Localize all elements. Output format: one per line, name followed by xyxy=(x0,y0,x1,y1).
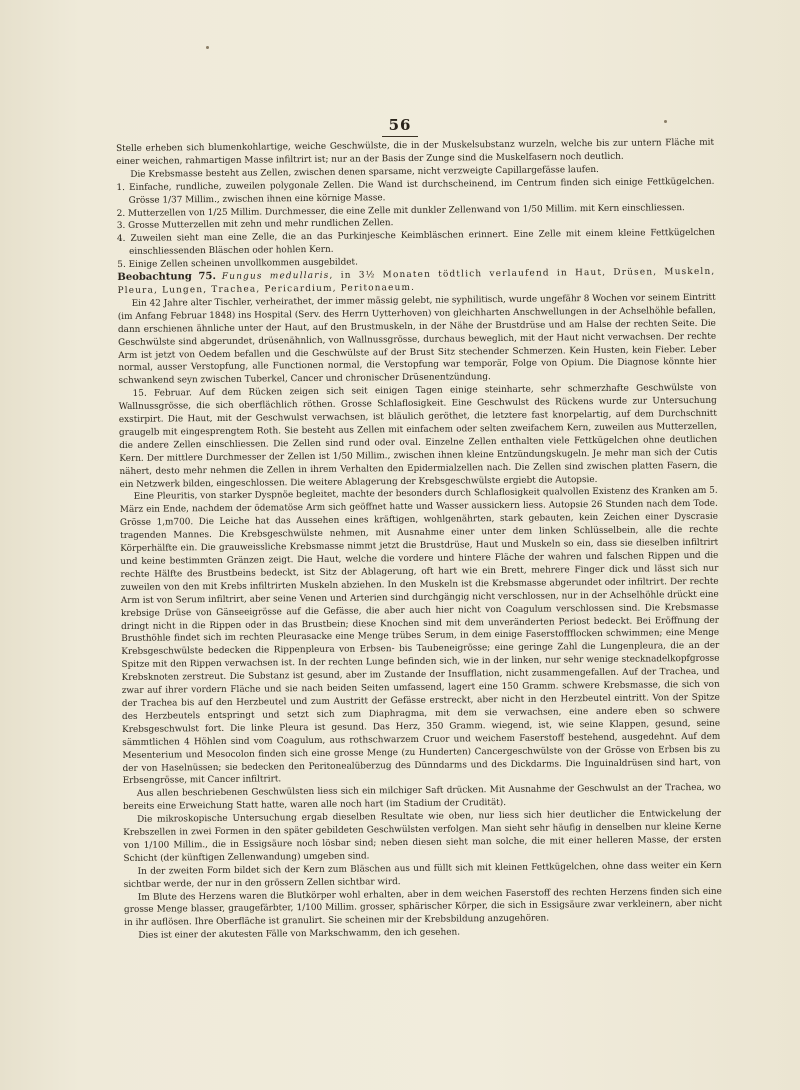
paper-speck xyxy=(664,120,667,123)
paragraph-microscopy: Die mikroskopische Untersuchung ergab dieselben Resultate wie oben, nur liess sich hier deutlicher die Entwickelung der Krebszellen in zwei Formen in den später gebildeten Geschwülsten verfolgen. Man sieht sehr häufig in denselben nur kleine Kerne von 1/100 Millim., die in Essigsäure noch lösbar sind; neben diesen sieht man solche, die mit einer helleren Masse, der ersten Schicht (der künftigen Zellenwandung) umgeben sind. xyxy=(123,808,722,864)
list-item-5: 5. Einige Zellen scheinen unvollkommen ausgebildet. xyxy=(117,257,358,271)
page-body xyxy=(116,137,722,943)
observation-label: Beobachtung 75. xyxy=(117,271,216,284)
observation-subtitle: , in 3½ Monaten tödtlich verlaufend in Haut, Drüsen, Muskeln, Pleura, Lungen, Trachea, Pericardium, Peritonaeum. xyxy=(117,266,716,296)
list-item-4: 4. Zuweilen sieht man eine Zelle, die an das Purkinjesche Keimbläschen erinnert. Eine Zelle mit einem kleine Fettkügelchen einschliessenden Bläschen oder hohlen Kern. xyxy=(116,228,716,258)
paragraph-cells-intro: Die Krebsmasse besteht aus Zellen, zwischen denen sparsame, nicht verzweigte Capillargefässe laufen. xyxy=(130,164,599,180)
paragraph-patient-history: Ein 42 Jahre alter Tischler, verheirathet, der immer mässig gelebt, nie syphilitisch, wurde ungefähr 8 Wochen vor seinem Eintritt (im Anfang Februar 1848) ins Hospital (Serv. des Herrn Uytterhoven) von gleichharten Anschwellungen in der Achselhöhle befallen, dann erschienen ähnliche unter der Haut, auf den Brustmuskeln, in der Nähe der Brustdrüse und am Halse der rechten Seite. Die Geschwülste sind abgerundet, drüsenähnlich, von Wallnussgrösse, durchaus beweglich, mit der Haut nicht verwachsen. Der rechte Arm ist jetzt von Oedem befallen und die Geschwülste auf der Brust Sitz stechender Schmerzen. Kein Husten, kein Fieber. Leber normal, ausser Verstopfung, alle Functionen normal, die Verstopfung war temporär, Folge von Opium. Die Diagnose könnte hier schwankend seyn zwischen Tuberkel, Cancer und chronischer Drüsenentzündung. xyxy=(117,292,717,387)
paragraph-blood: Im Blute des Herzens waren die Blutkörper wohl erhalten, aber in dem weichen Faserstoff des rechten Herzens finden sich eine grosse Menge blasser, graugefärbter, 1/100 Millim. grosser, sphärischer Körper, die sich in Essigsäure zwar verkleinern, aber nicht in ihr auflösen. Ihre Oberfläche ist granulirt. Sie scheinen mir der Krebsbildung anzugehören. xyxy=(123,886,723,929)
paragraph-continuation: Stelle erheben sich blumenkohlartige, weiche Geschwülste, die in der Muskelsubstanz wurzeln, welche bis zur untern Fläche mit einer weichen, rahmartigen Masse infiltrirt ist; nur an der Basis der Zunge sind die Muskelfasern noch deutlich. xyxy=(116,137,715,167)
observation-title: Fungus medullaris xyxy=(221,270,330,282)
list-item-2: 2. Mutterzellen von 1/25 Millim. Durchmesser, die eine Zelle mit dunkler Zellenwand von 1/50 Millim. mit Kern einschliessen. xyxy=(116,202,685,219)
page-number: 56 xyxy=(0,116,800,137)
paragraph-february: 15. Februar. Auf dem Rücken zeigen sich seit einigen Tagen einige steinharte, sehr schmerzhafte Geschwülste von Wallnussgrösse, die sich oberflächlich röthen. Grosse Schlaflosigkeit. Eine Geschwulst des Rückens wurde zur Untersuchung exstirpirt. Die Haut, mit der Geschwulst verwachsen, ist bläulich geröthet, die letztere fast knorpelartig, auf dem Durchschnitt graugelb mit eingesprengtem Roth. Sie besteht aus Zellen mit einfachem oder selten zweifachem Kern, zuweilen aus Mutterzellen, die andere Zellen einschliessen. Die Zellen sind rund oder oval. Einzelne Zellen enthalten viele Fettkügelchen ohne deutlichen Kern. Der mittlere Durchmesser der Zellen ist 1/50 Millim., zwischen ihnen kleine Entzündungskugeln. Je mehr man sich der Cutis nähert, desto mehr nehmen die Zellen in ihrem Verhalten den Epidermialzellen nach. Die Zellen sind zwischen platten Fasern, die ein Netzwerk bilden, eingeschlossen. Die weitere Ablagerung der Krebsgeschwülste ergiebt die Autopsie. xyxy=(118,382,718,490)
paragraph-conclusion: Dies ist einer der akutesten Fälle von Markschwamm, den ich gesehen. xyxy=(138,927,461,942)
paragraph-second-form: In der zweiten Form bildet sich der Kern zum Bläschen aus und füllt sich mit kleinen Fettkügelchen, ohne dass weiter ein Kern sichtbar werde, der nur in den grössern Zellen sichtbar wird. xyxy=(123,860,722,890)
list-item-1: 1. Einfache, rundliche, zuweilen polygonale Zellen. Die Wand ist durchscheinend, im Centrum finden sich einige Fettkügelchen. Grösse 1/37 Millim., zwischen ihnen eine körnige Masse. xyxy=(116,176,715,206)
paper-speck xyxy=(206,46,209,49)
paragraph-autopsy: Eine Pleuritis, von starker Dyspnöe begleitet, machte der besonders durch Schlaflosigkeit qualvollen Existenz des Kranken am 5. März ein Ende, nachdem der ödematöse Arm sich geöffnet hatte und Wasser aussickern liess. Autopsie 26 Stunden nach dem Tode. Grösse 1,m700. Die Leiche hat das Aussehen eines kräftigen, wohlgenährten, stark gebauten, kein Zeichen einer Dyscrasie tragenden Mannes. Die Krebsgeschwülste nehmen, mit Ausnahme einer unter dem linken Schlüsselbein, alle die rechte Körperhälfte ein. Die grauweissliche Krebsmasse nimmt jetzt die Brustdrüse, Haut und Muskeln so ein, dass sie dieselben infiltrirt und keine bestimmten Gränzen zeigt. Die Haut, welche die vordere und hintere Fläche der wahren und falschen Rippen und die rechte Hälfte des Brustbeins bedeckt, ist Sitz der Ablagerung, oft hart wie ein Brett, mehrere Finger dick und lässt sich nur zuweilen von den mit Krebs infiltrirten Muskeln abziehen. In den Muskeln ist die Krebsmasse abgerundet oder infiltrirt. Der rechte Arm ist von Serum infiltrirt, aber seine Venen und Arterien sind durchgängig nicht verschlossen, nur in der Achselhöhle drückt eine krebsige Drüse von Gänseeigrösse auf die Gefässe, die aber auch hier nicht von Coagulum verschlossen sind. Die Krebsmasse dringt nicht in die Rippen oder in das Brustbein; diese Knochen sind mit dem unveränderten Periost bedeckt. Bei Eröffnung der Brusthöhle findet sich im rechten Pleurasacke eine Menge trübes Serum, in dem einige Faserstoffflocken schwimmen; eine Menge Krebsgeschwülste bedecken die Rippenpleura von Erbsen- bis Taubeneigrösse; eine geringe Zahl die Lungenpleura, die an der Spitze mit den Rippen verwachsen ist. In der rechten Lunge befinden sich, wie in der linken, nur sehr wenige stecknadelkopfgrosse Krebsknoten zerstreut. Die Substanz ist gesund, aber im Zustande der Insufflation, nicht zusammengefallen. Auf der Trachea, und zwar auf ihrer vordern Fläche und sie nach beiden Seiten umfassend, lagert eine 150 Gramm. schwere Krebsmasse, die sich von der Trachea bis auf den Herzbeutel und zum Austritt der Gefässe erstreckt, aber nicht in den Herzbeutel eintritt. Von der Spitze des Herzbeutels entspringt und setzt sich zum Diaphragma, mit dem sie verwachsen, eine andere eben so schwere Krebsgeschwulst fort. Die linke Pleura ist gesund. Das Herz, 350 Gramm. wiegend, ist, wie seine Klappen, gesund, seine sämmtlichen 4 Höhlen sind vom Coagulum, aus rothschwarzem Cruor und weichem Faserstoff bestehend, ausgedehnt. Auf dem Mesenterium und Mesocolon finden sich eine grosse Menge (zu Hunderten) Cancergeschwülste von der Grösse von Erbsen bis zu der von Haselnüssen; sie bedecken den Peritonealüberzug des Dünndarms und des Dickdarms. Die Inguinaldrüsen sind hart, von Erbsengrösse, mit Cancer infiltrirt. xyxy=(119,486,721,787)
paragraph-milky-juice: Aus allen beschriebenen Geschwülsten liess sich ein milchiger Saft drücken. Mit Ausnahme der Geschwulst an der Trachea, wo bereits eine Erweichung Statt hatte, waren alle noch hart (im Stadium der Crudität). xyxy=(122,783,721,813)
list-item-3: 3. Grosse Mutterzellen mit zehn und mehr rundlichen Zellen. xyxy=(116,218,394,232)
